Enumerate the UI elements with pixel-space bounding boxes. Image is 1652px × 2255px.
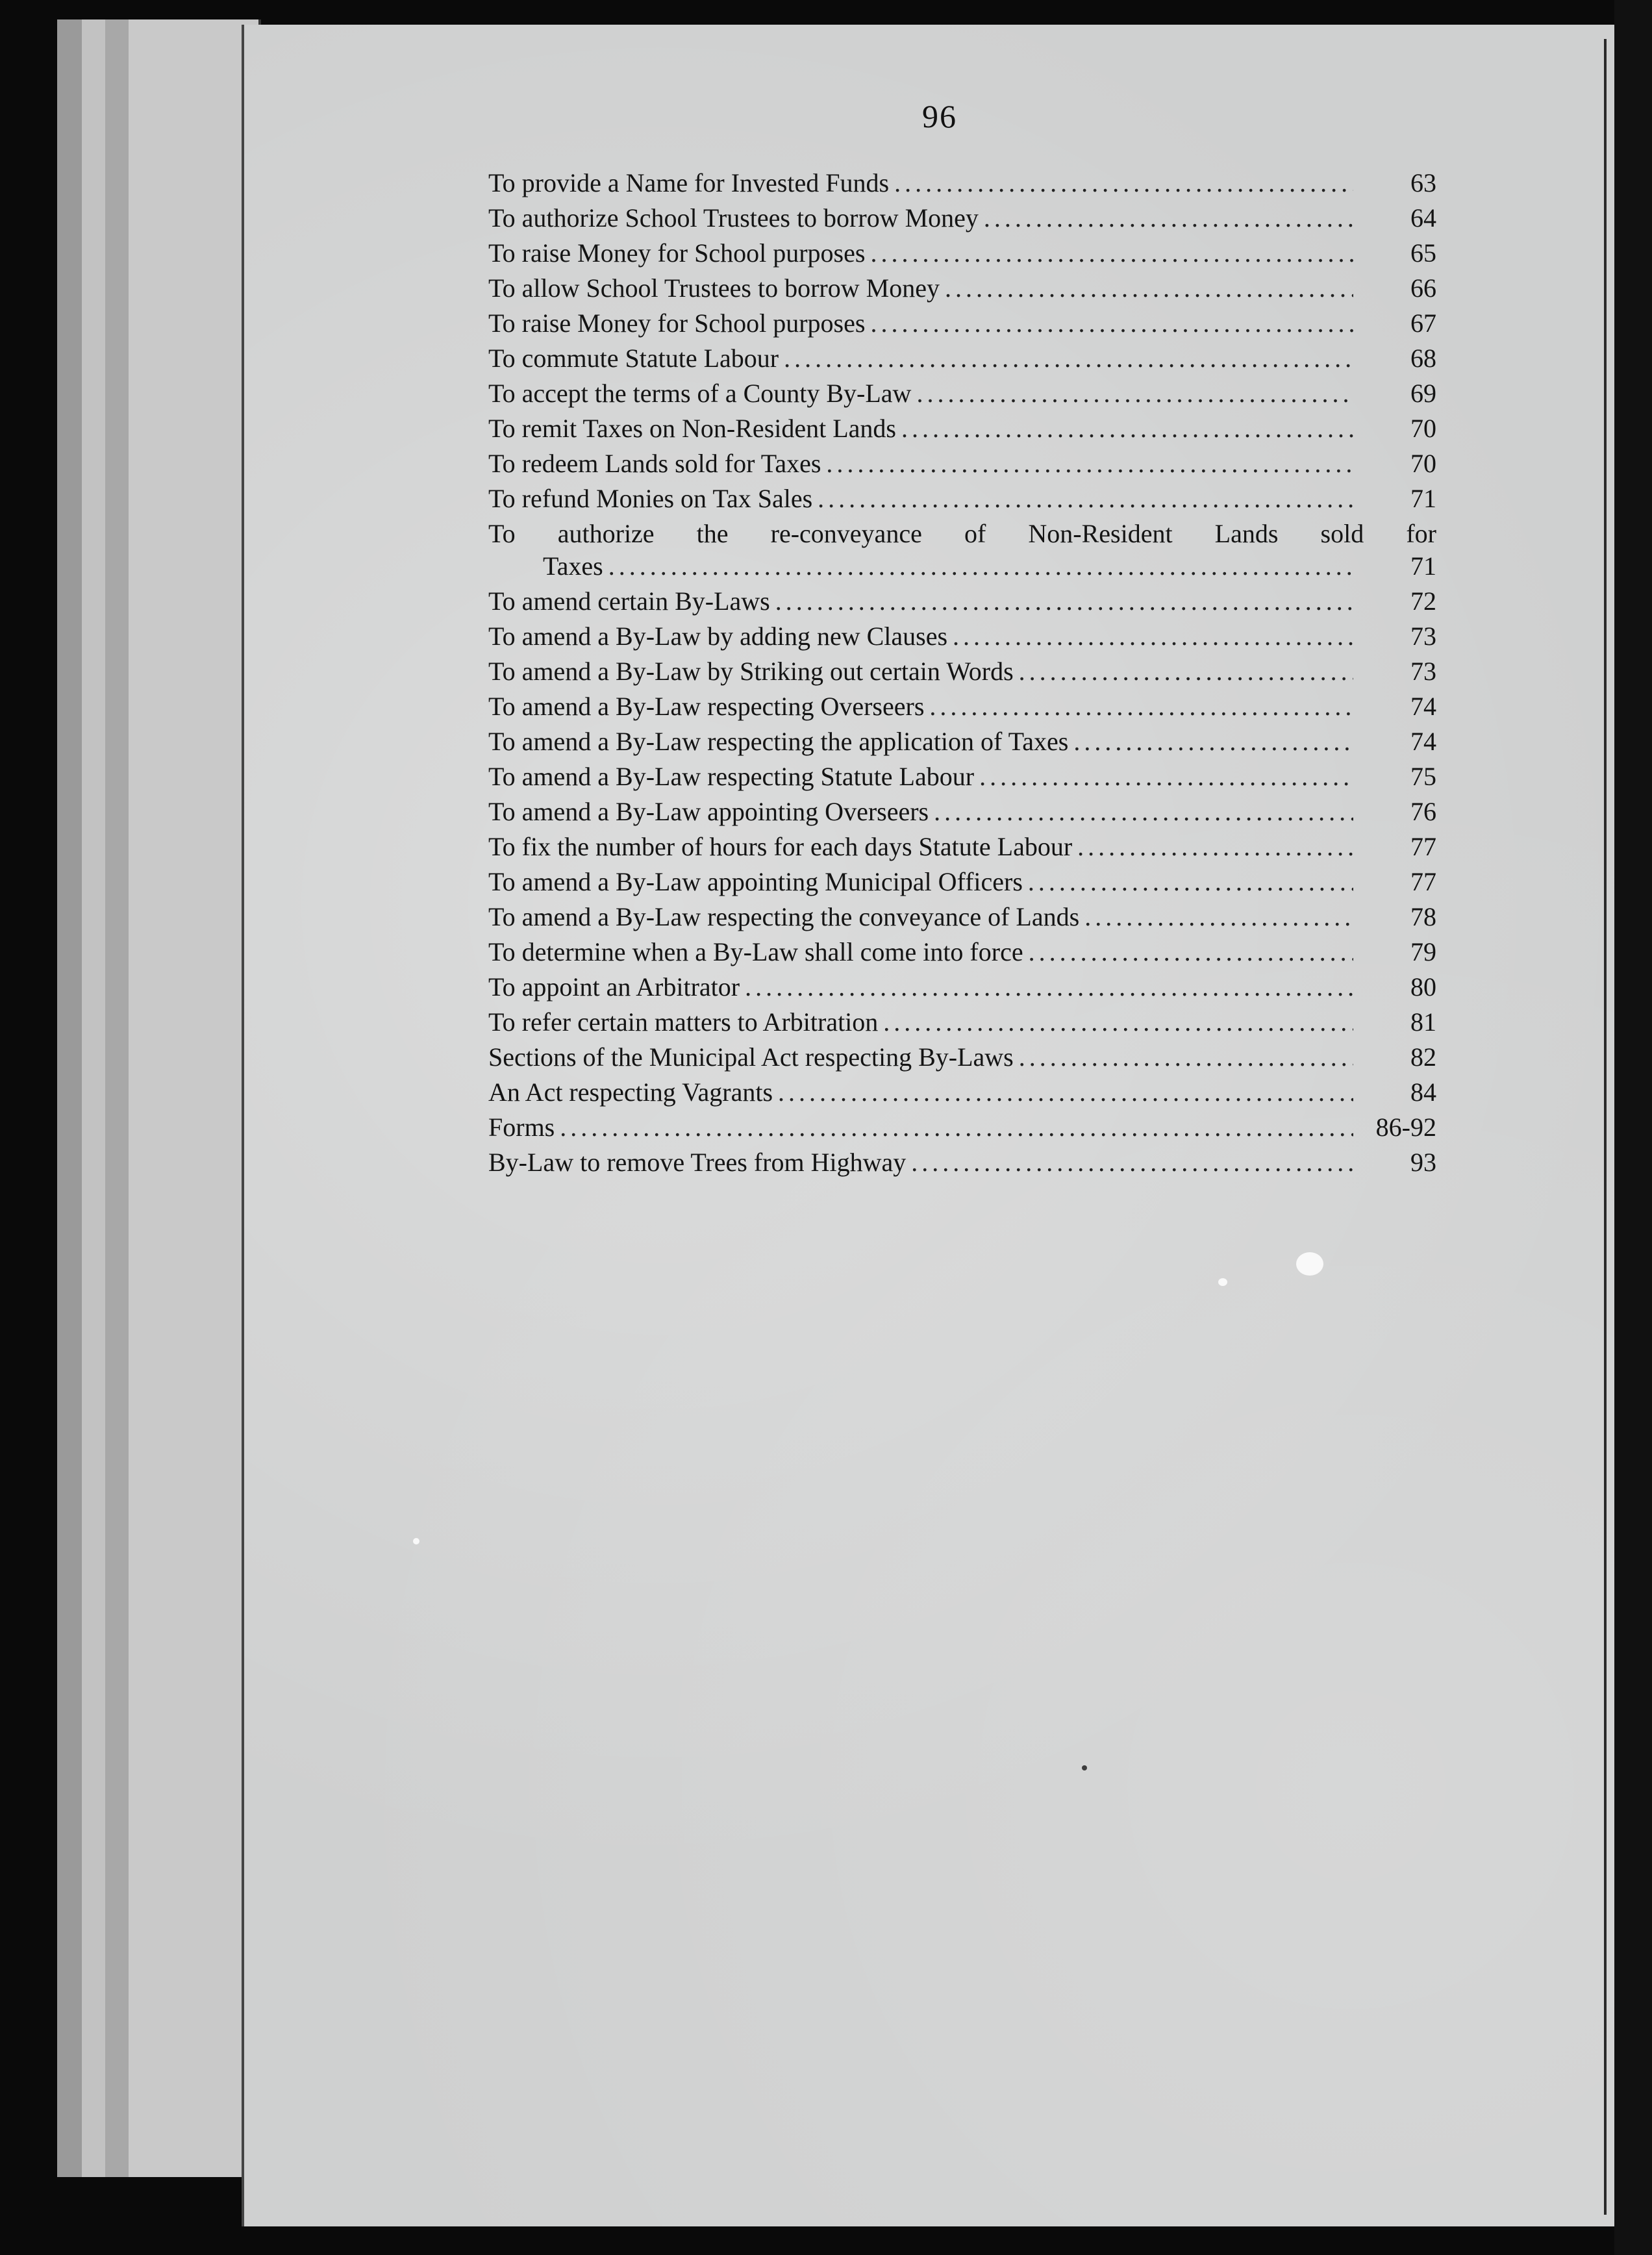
toc-entry [488, 413, 1436, 448]
toc-entry-page: 69 [1410, 379, 1436, 408]
toc-entry [488, 937, 1436, 972]
toc-entry-title: To commute Statute Labour [488, 344, 779, 373]
toc-entry-line2 [488, 551, 1436, 586]
toc-entry-page: 75 [1410, 762, 1436, 791]
toc-entry-page: 80 [1410, 972, 1436, 1002]
leader-dots [911, 1147, 1353, 1178]
toc-entry-page: 74 [1410, 692, 1436, 721]
toc-entry-page: 66 [1410, 273, 1436, 303]
toc-entry-page: 81 [1410, 1007, 1436, 1037]
toc-entry [488, 866, 1436, 901]
leader-dots [929, 691, 1353, 722]
toc-entry-word: authorize [557, 519, 655, 548]
page-number: 96 [922, 98, 957, 134]
leader-dots [984, 203, 1353, 233]
toc-entry-page: 71 [1410, 484, 1436, 513]
leader-dots [870, 238, 1353, 268]
toc-entry-title: To amend a By-Law by Striking out certain Words [488, 657, 1014, 686]
scan-speck [413, 1538, 419, 1544]
scan-speck [1218, 1278, 1227, 1286]
leader-dots [945, 273, 1353, 303]
leader-dots [916, 378, 1353, 409]
toc-entry-word: re-conveyance [770, 519, 922, 548]
toc-entry [488, 1042, 1436, 1077]
scan-speck [1082, 1765, 1087, 1770]
toc-entry [488, 1007, 1436, 1042]
toc-entry-title: To amend certain By-Laws [488, 586, 770, 616]
leader-dots [608, 551, 1353, 581]
binding-line [1604, 39, 1607, 2215]
toc-entry [488, 831, 1436, 866]
toc-entry-word: To [488, 519, 516, 548]
toc-entry-title: To amend a By-Law respecting Statute Labour [488, 762, 975, 791]
toc-entry-page: 70 [1410, 449, 1436, 478]
toc-entry [488, 1147, 1436, 1182]
toc-entry-title: To appoint an Arbitrator [488, 972, 740, 1002]
toc-group [488, 168, 1436, 518]
table-of-contents [488, 168, 1436, 1182]
toc-entry-title: To allow School Trustees to borrow Money [488, 273, 940, 303]
leader-dots [778, 1077, 1353, 1107]
toc-entry-title: Sections of the Municipal Act respecting By-Laws [488, 1042, 1014, 1072]
toc-entry-wrapped [488, 518, 1436, 586]
toc-entry [488, 483, 1436, 518]
leader-dots [870, 308, 1353, 338]
leader-dots [1084, 901, 1353, 932]
toc-entry-title: To amend a By-Law respecting the conveyance of Lands [488, 902, 1080, 931]
toc-entry-page: 63 [1410, 168, 1436, 197]
leader-dots [560, 1112, 1353, 1142]
toc-entry [488, 343, 1436, 378]
toc-entry-page: 82 [1410, 1042, 1436, 1072]
leader-dots [1028, 866, 1353, 897]
toc-entry [488, 308, 1436, 343]
toc-entry [488, 203, 1436, 238]
binding-strip [1614, 0, 1652, 2255]
toc-group [488, 586, 1436, 1182]
toc-entry-word: of [964, 519, 986, 548]
toc-entry-title: To fix the number of hours for each days Statute Labour [488, 832, 1073, 861]
toc-entry [488, 691, 1436, 726]
toc-entry [488, 656, 1436, 691]
scan-speck [1296, 1252, 1323, 1276]
toc-entry-word: the [696, 519, 729, 548]
leader-dots [953, 621, 1353, 651]
toc-entry-page: 76 [1410, 797, 1436, 826]
leader-dots [1029, 937, 1353, 967]
toc-entry-page: 70 [1410, 414, 1436, 443]
leader-dots [1077, 831, 1353, 862]
toc-entry-title: To amend a By-Law appointing Municipal Officers [488, 867, 1023, 896]
toc-entry-title: To amend a By-Law appointing Overseers [488, 797, 929, 826]
leader-dots [894, 168, 1353, 198]
leader-dots [826, 448, 1353, 479]
leader-dots [979, 761, 1353, 792]
toc-entry-page: 73 [1410, 657, 1436, 686]
toc-entry-word: sold [1320, 519, 1364, 548]
toc-entry [488, 796, 1436, 831]
toc-entry-title: To authorize School Trustees to borrow Money [488, 203, 979, 233]
toc-entry-word: Non-Resident [1028, 519, 1173, 548]
toc-entry-page: 79 [1410, 937, 1436, 966]
leader-dots [1019, 656, 1353, 687]
toc-entry-title: To provide a Name for Invested Funds [488, 168, 890, 197]
toc-entry [488, 1112, 1436, 1147]
page-edge [57, 19, 85, 2177]
toc-entry-page: 78 [1410, 902, 1436, 931]
toc-entry-title-continued: Taxes [543, 551, 603, 581]
toc-entry-title: To raise Money for School purposes [488, 309, 866, 338]
toc-entry-page: 73 [1410, 622, 1436, 651]
toc-entry-page: 77 [1410, 832, 1436, 861]
toc-entry [488, 972, 1436, 1007]
toc-entry-title: Forms [488, 1113, 555, 1142]
toc-entry [488, 621, 1436, 656]
toc-entry-page: 64 [1410, 203, 1436, 233]
toc-entry-title: To refund Monies on Tax Sales [488, 484, 813, 513]
toc-entry-page: 65 [1410, 238, 1436, 268]
toc-entry-title: To redeem Lands sold for Taxes [488, 449, 821, 478]
toc-entry-word: for [1406, 519, 1436, 548]
toc-entry-title: To amend a By-Law respecting the application of Taxes [488, 727, 1069, 756]
toc-entry-title: To amend a By-Law by adding new Clauses [488, 622, 948, 651]
toc-entry-title: To raise Money for School purposes [488, 238, 866, 268]
toc-entry-page: 67 [1410, 309, 1436, 338]
toc-entry-page: 84 [1410, 1077, 1436, 1107]
leader-dots [775, 586, 1353, 616]
toc-entry-page: 86-92 [1375, 1113, 1436, 1142]
toc-entry-title: An Act respecting Vagrants [488, 1077, 773, 1107]
toc-entry-title: To remit Taxes on Non-Resident Lands [488, 414, 896, 443]
toc-entry-word: Lands [1214, 519, 1279, 548]
leader-dots [901, 413, 1353, 444]
leader-dots [745, 972, 1353, 1002]
leader-dots [818, 483, 1353, 514]
toc-entry [488, 378, 1436, 413]
toc-entry-page: 71 [1410, 551, 1436, 581]
toc-entry-line1 [488, 518, 1436, 551]
toc-entry [488, 761, 1436, 796]
toc-entry [488, 1077, 1436, 1112]
leader-dots [784, 343, 1353, 373]
leader-dots [1073, 726, 1353, 757]
leader-dots [934, 796, 1353, 827]
toc-entry [488, 238, 1436, 273]
toc-entry-title: To refer certain matters to Arbitration [488, 1007, 879, 1037]
leader-dots [883, 1007, 1353, 1037]
leader-dots [1019, 1042, 1353, 1072]
toc-entry-title: To amend a By-Law respecting Overseers [488, 692, 925, 721]
toc-entry-page: 93 [1410, 1148, 1436, 1177]
toc-entry [488, 586, 1436, 621]
toc-entry-page: 74 [1410, 727, 1436, 756]
toc-entry-page: 68 [1410, 344, 1436, 373]
toc-entry [488, 726, 1436, 761]
toc-entry-title: To determine when a By-Law shall come into force [488, 937, 1023, 966]
toc-entry-title: To accept the terms of a County By-Law [488, 379, 912, 408]
toc-entry-page: 77 [1410, 867, 1436, 896]
toc-entry [488, 168, 1436, 203]
toc-entry [488, 448, 1436, 483]
toc-entry [488, 273, 1436, 308]
toc-entry-page: 72 [1410, 586, 1436, 616]
toc-entry-title: By-Law to remove Trees from Highway [488, 1148, 907, 1177]
toc-entry [488, 901, 1436, 937]
